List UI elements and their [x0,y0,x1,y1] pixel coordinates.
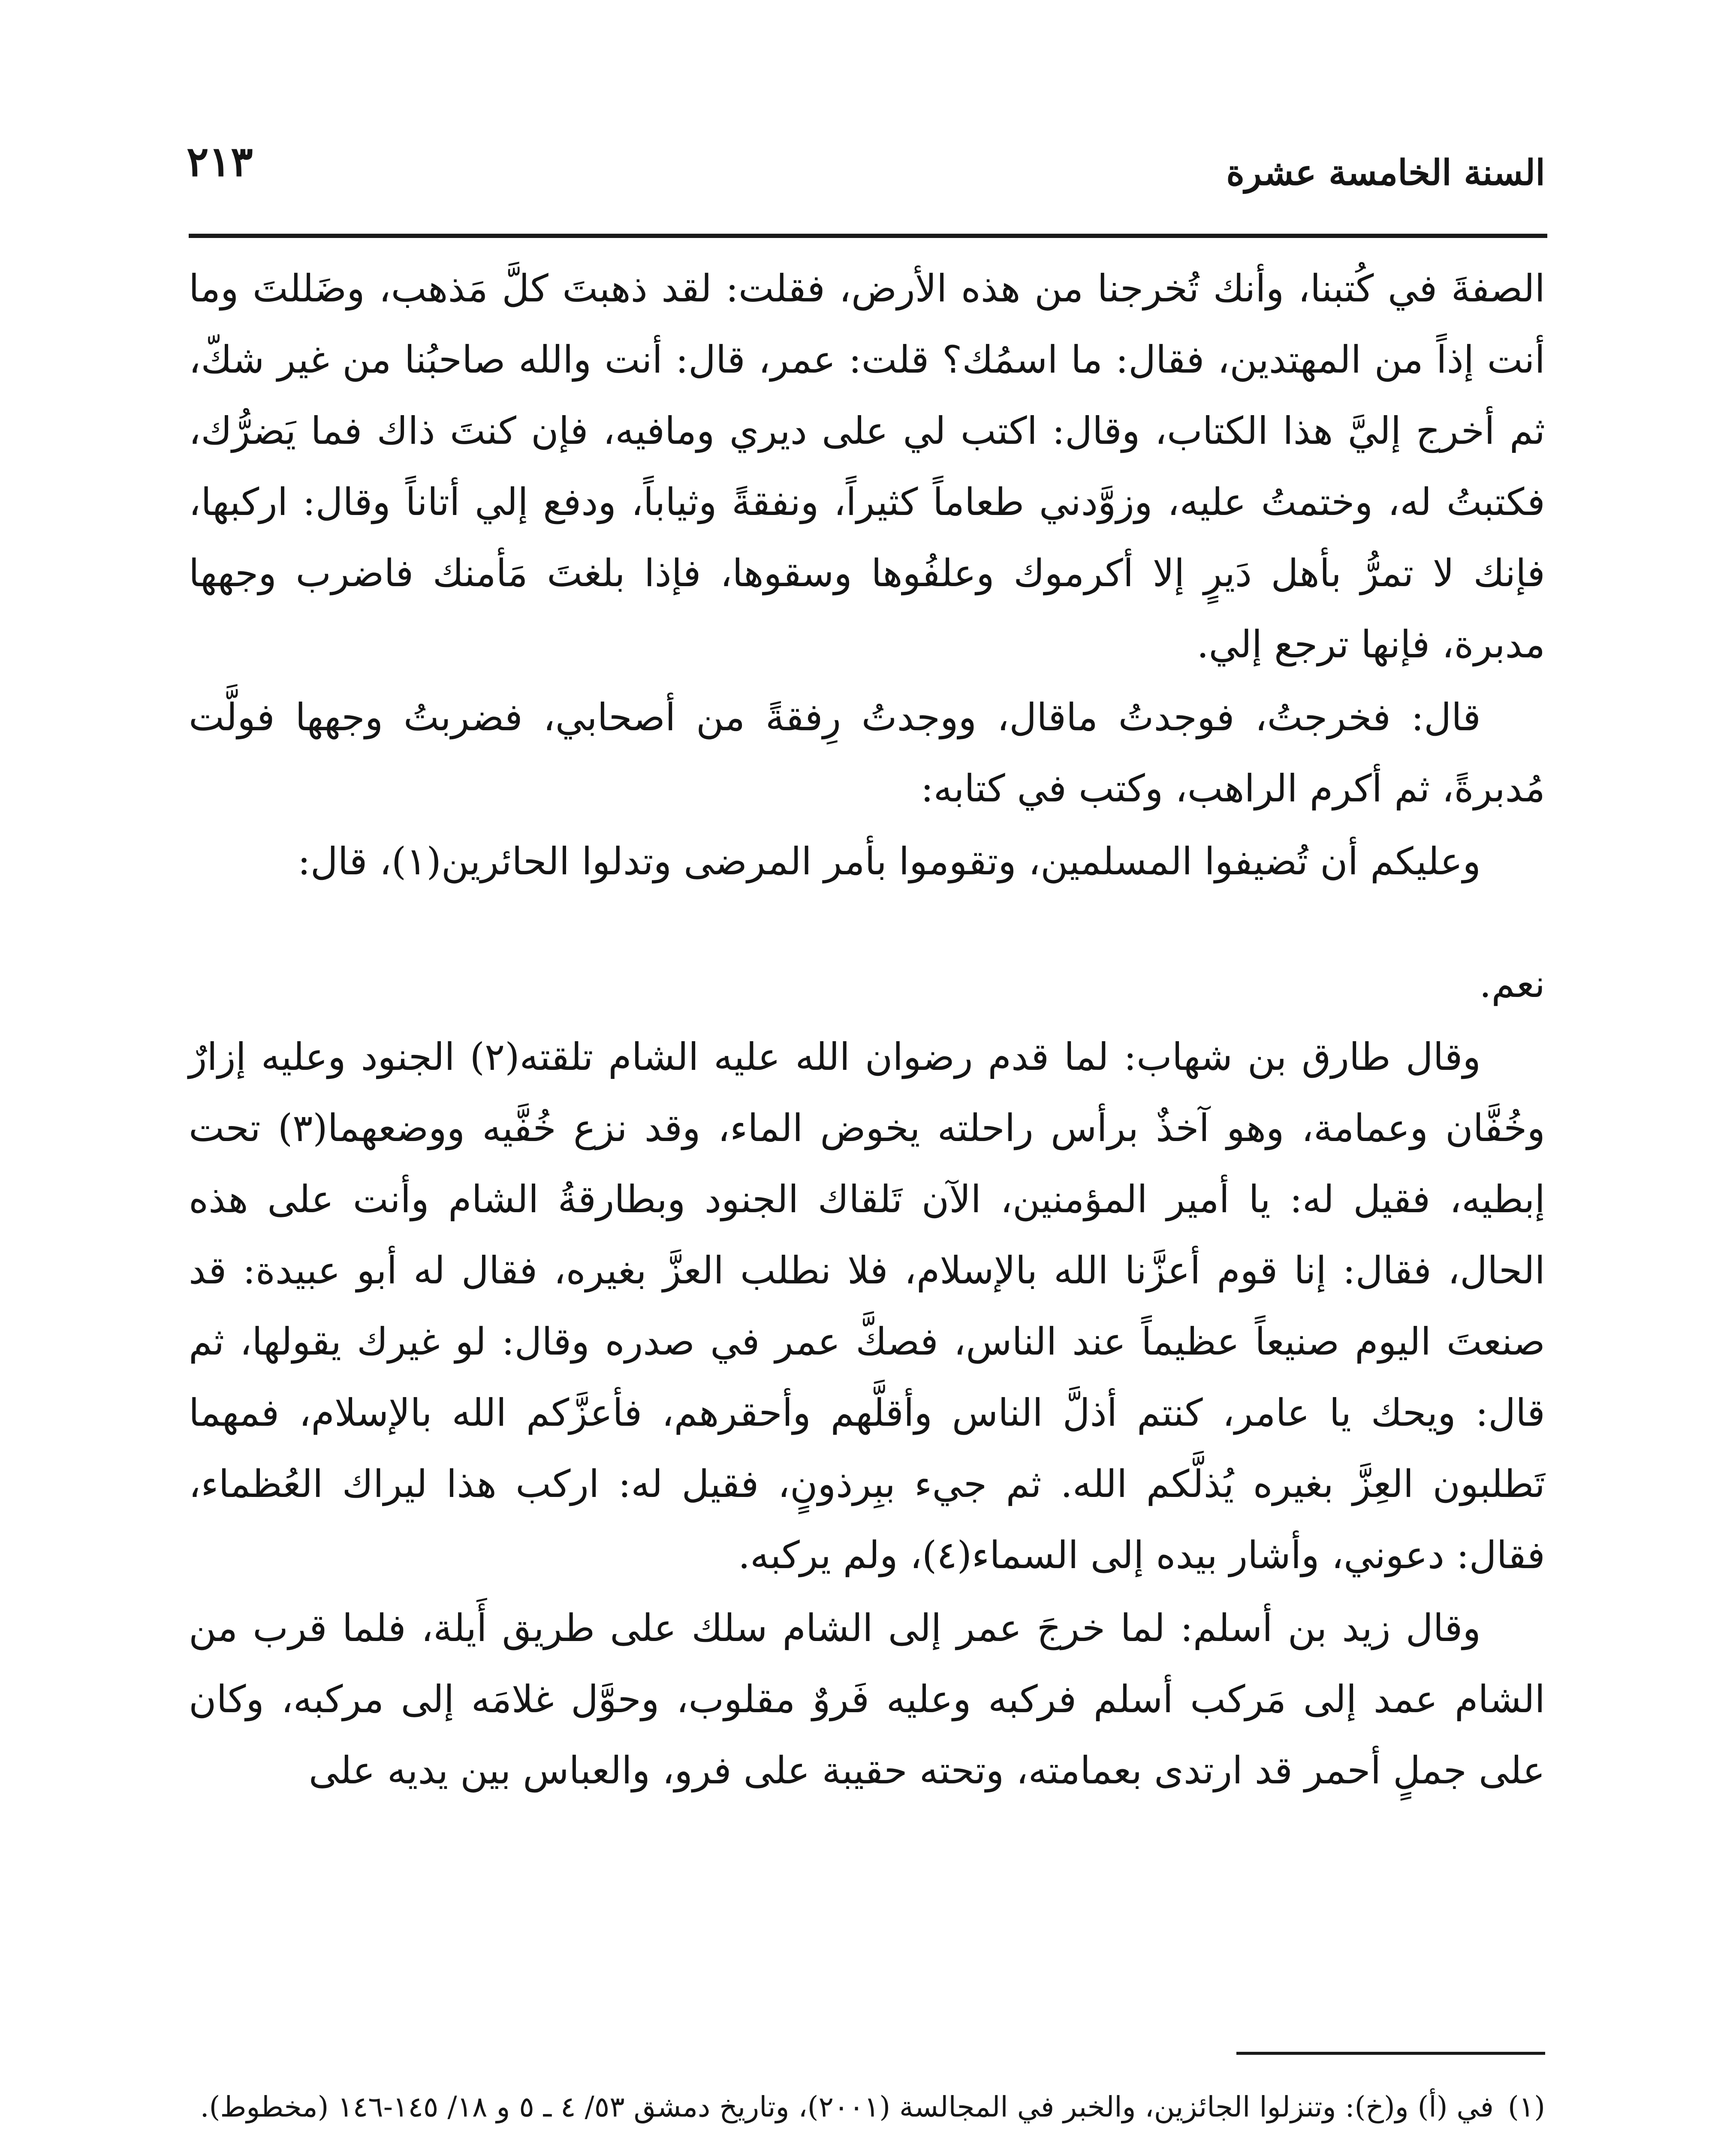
footnote-text: في (أ) و(خ): وتنزلوا الجائزين، والخبر في المجالسة (٢٠٠١)، وتاريخ دمشق ٥٣/ ٤ ـ ٥ و ١٨/ ١٤٥-١٤٦ (مخطوط). [200,2090,1494,2123]
footnote-divider [1236,2052,1545,2055]
running-title: السنة الخامسة عشرة [1226,152,1545,193]
paragraph: قال: فخرجتُ، فوجدتُ ماقال، ووجدتُ رِفقةً من أصحابي، فضربتُ وجهها فولَّت مُدبرةً، ثم أكرم الراهب، وكتب في كتابه: [189,695,1545,810]
footnote [191,2136,1545,2144]
footnotes [191,2082,1545,2144]
paragraph: وعليكم أن تُضيفوا المسلمين، وتقوموا بأمر المرضى وتدلوا الحائرين(١)، قال: [298,839,1481,883]
page-number: ٢١٣ [187,137,253,186]
paragraph: وقال طارق بن شهاب: لما قدم رضوان الله عليه الشام تلقته(٢) الجنود وعليه إزارٌ وخُفَّان وعمامة، وهو آخذٌ برأس راحلته يخوض الماء، وقد نزع خُفَّيه ووضعهما(٣) تحت إبطيه، فقيل له: يا أمير المؤمنين، الآن تَلقاك الجنود وبطارقةُ الشام وأنت على هذه الحال، فقال: إنا قوم أعزَّنا الله بالإسلام، فلا نطلب العزَّ بغيره، فقال له أبو عبيدة: قد صنعتَ اليوم صنيعاً عظيماً عند الناس، فصكَّ عمر في صدره وقال: لو غيرك يقولها، ثم قال: ويحك يا عامر، كنتم أذلَّ الناس وأقلَّهم وأحقرهم، فأعزَّكم الله بالإسلام، فمهما تَطلبون العِزَّ بغيره يُذلَّكم الله. ثم جيء ببِرذونٍ، فقيل له: اركب هذا ليراك العُظماء، فقال: دعوني، وأشار بيده إلى السماء(٤)، ولم يركبه. [189,1035,1545,1577]
footnote-marker: (١) [1508,2090,1545,2123]
footnote [191,2082,1545,2132]
header-divider [189,234,1547,238]
paragraph-continued: الصفةَ في كُتبنا، وأنك تُخرجنا من هذه الأرض، فقلت: لقد ذهبتَ كلَّ مَذهب، وضَللتَ وما أنت إذاً من المهتدين، فقال: ما اسمُك؟ قلت: عمر، قال: أنت والله صاحبُنا من غير شكّ، ثم أخرج إليَّ هذا الكتاب، وقال: اكتب لي على ديري ومافيه، فإن كنتَ ذاك فما يَضرُّك، فكتبتُ له، وختمتُ عليه، وزوَّدني طعاماً كثيراً، ونفقةً وثياباً، ودفع إلي أتاناً وقال: اركبها، فإنك لا تمرُّ بأهل دَيرٍ إلا أكرموك وعلفُوها وسقوها، فإذا بلغتَ مَأمنك فاضرب وجهها مدبرة، فإنها ترجع إلي. [189,266,1545,666]
footnote-text [191,2136,1494,2144]
paragraph-end-line: نعم. [1479,962,1545,1006]
main-text [189,253,1545,1806]
paragraph: وقال زيد بن أسلم: لما خرجَ عمر إلى الشام سلك على طريق أَيلة، فلما قرب من الشام عمد إلى مَركب أسلم فركبه وعليه فَروٌ مقلوب، وحوَّل غلامَه إلى مركبه، وكان على جملٍ أحمر قد ارتدى بعمامته، وتحته حقيبة على فرو، والعباس بين يديه على [189,1606,1546,1792]
footnote-marker [1494,2136,1545,2144]
